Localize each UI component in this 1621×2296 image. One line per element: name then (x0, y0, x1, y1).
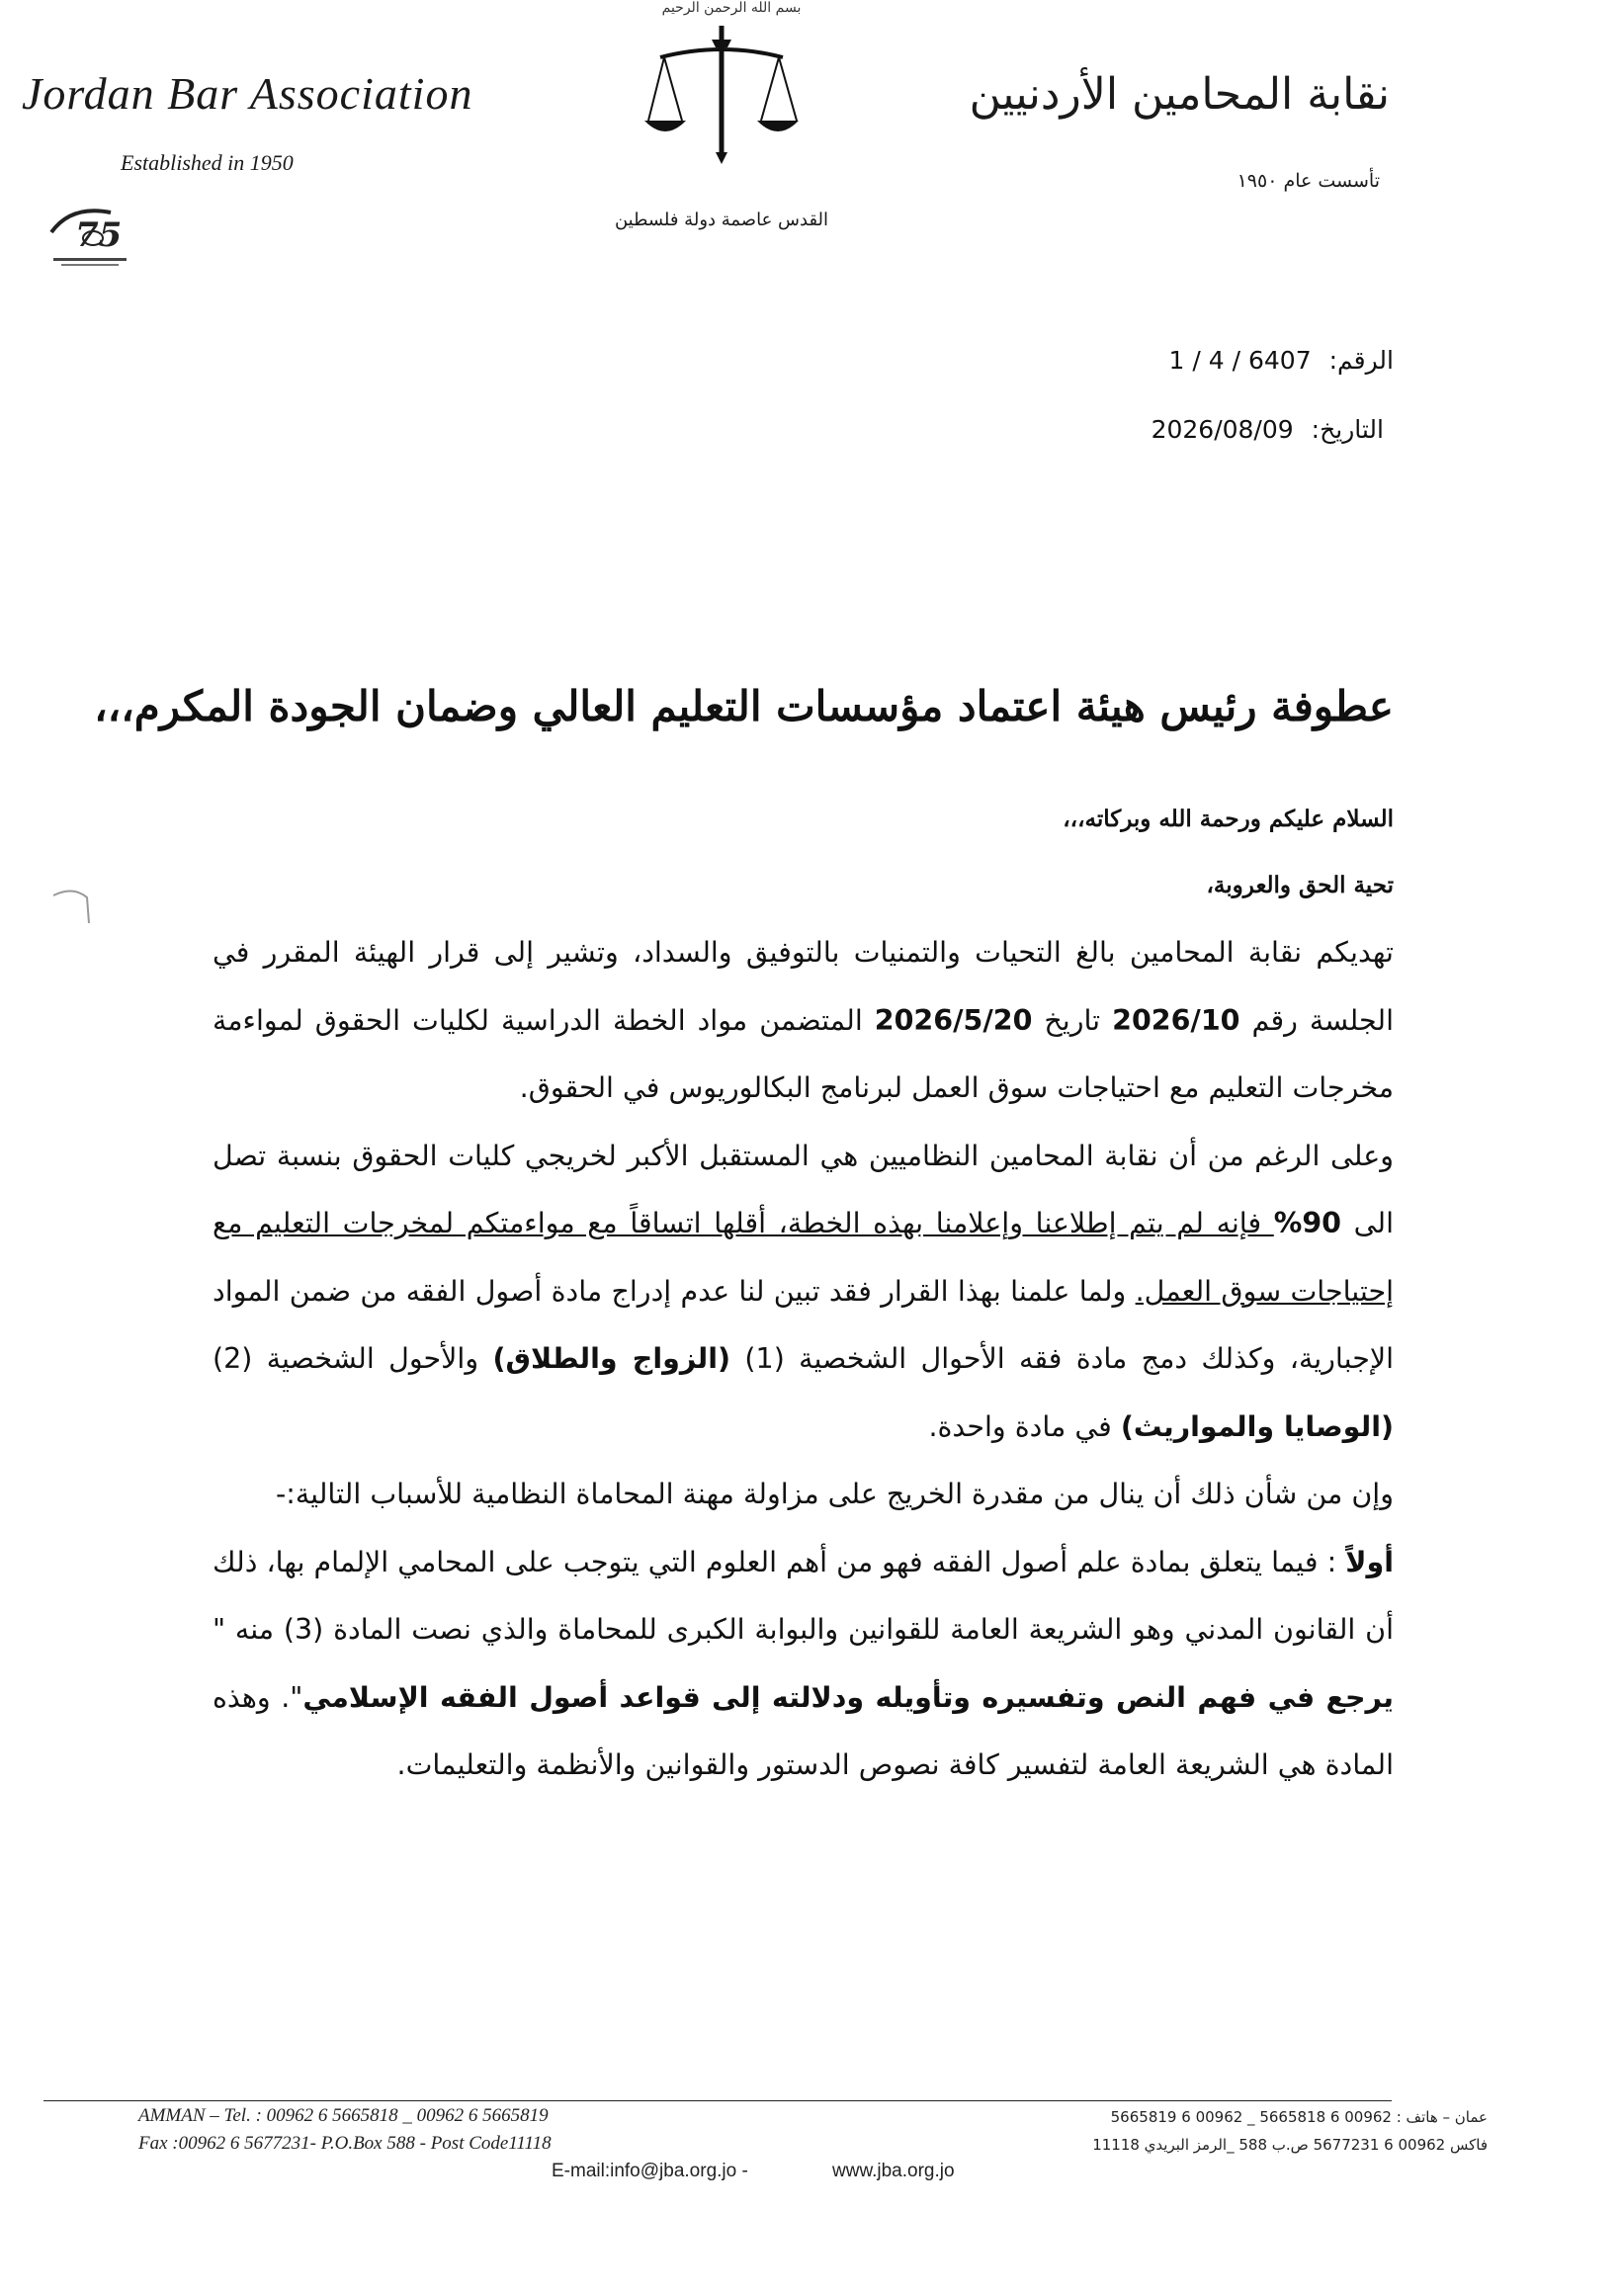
english-association-name: Jordan Bar Association (22, 68, 473, 119)
reference-date-value: 2026/08/09 (1151, 415, 1294, 444)
course-marriage-divorce: (الزواج والطلاق) (492, 1342, 731, 1375)
reference-date (1152, 415, 1384, 444)
footer-divider (43, 2100, 1392, 2101)
english-established-line: Established in 1950 (121, 150, 294, 175)
body-paragraph-2: وعلى الرغم من أن نقابة المحامين النظاميين هي المستقبل الأكبر لخريجي كليات الحقوق بنسبة تصل الى 90% فإنه لم يتم إطلاعنا وإعلامنا بهذه الخطة، أقلها اتساقاً مع مواءمتكم لمخرجات التعليم مع إحتياجات سوق العمل. ولما علمنا بهذا القرار فقد تبين لنا عدم إدراج مادة أصول الفقه من ضمن المواد الإجبارية، وكذلك دمج مادة فقه الأحوال الشخصية (1) (الزواج والطلاق) والأحول الشخصية (2) (الوصايا والمواريث) في مادة واحدة. (213, 1139, 1394, 1443)
reference-number-value: 1 / 4 / 6407 (1168, 346, 1312, 375)
anniversary-logo (42, 203, 136, 270)
reference-date-label: التاريخ: (1311, 415, 1384, 444)
footer-website: www.jba.org.jo (832, 2161, 955, 2181)
underlined-statement: فإنه لم يتم إطلاعنا وإعلامنا بهذه الخطة، أقلها اتساقاً مع مواءمتكم لمخرجات التعليم مع إحتياجات سوق العمل. (213, 1207, 1394, 1308)
session-date: 2026/5/20 (874, 1003, 1033, 1037)
footer-en-fax: Fax :00962 6 5677231- P.O.Box 588 - Post Code11118 (138, 2133, 552, 2154)
letterhead-motto: القدس عاصمة دولة فلسطين (614, 210, 829, 230)
addressee-heading: عطوفة رئيس هيئة اعتماد مؤسسات التعليم العالي وضمان الجودة المكرم،،، (94, 682, 1394, 730)
arabic-established-line: تأسست عام ١٩٥٠ (1237, 170, 1380, 192)
reference-number (1169, 346, 1394, 375)
arabic-association-name: نقابة المحامين الأردنيين (969, 69, 1390, 120)
greeting-tahiya: تحية الحق والعروبة، (1206, 872, 1394, 898)
scales-and-sword-emblem (642, 18, 801, 166)
point-first-label: أولاً (1345, 1545, 1394, 1578)
anniversary-number: 75 (75, 215, 123, 255)
session-number: 2026/10 (1112, 1003, 1240, 1037)
footer-ar-tel: عمان – هاتف : 00962 6 5665818 _ 00962 6 5665819 (1110, 2108, 1488, 2126)
course-wills-inheritance: (الوصايا والمواريث) (1120, 1409, 1394, 1443)
body-paragraph-1: تهديكم نقابة المحامين بالغ التحيات والتمنيات بالتوفيق والسداد، وتشير إلى قرار الهيئة المقرر في الجلسة رقم 2026/10 تاريخ 2026/5/20 المتضمن مواد الخطة الدراسية لكليات الحقوق لمواءمة مخرجات التعليم مع احتياجات سوق العمل لبرنامج البكالوريوس في الحقوق. (213, 936, 1394, 1104)
footer-ar-fax: فاكس 00962 6 5677231 ص.ب 588 _الرمز البريدي 11118 (1092, 2136, 1488, 2154)
body-paragraph-4: أولاً : فيما يتعلق بمادة علم أصول الفقه فهو من أهم العلوم التي يتوجب على المحامي الإلمام بها، ذلك أن القانون المدني وهو الشريعة العامة للقوانين والبوابة الكبرى للمحاماة والذي نصت المادة (3) منه " يرجع في فهم النص وتفسيره وتأويله ودلالته إلى قواعد أصول الفقه الإسلامي". وهذه المادة هي الشريعة العامة لتفسير كافة نصوص الدستور والقوانين والأنظمة والتعليمات. (213, 1545, 1394, 1781)
graduate-percentage: 90% (1273, 1207, 1341, 1239)
civil-law-quote: يرجع في فهم النص وتفسيره وتأويله ودلالته إلى قواعد أصول الفقه الإسلامي (302, 1680, 1394, 1714)
letter-body (213, 919, 1394, 1800)
letterhead-motto-top: بسم الله الرحمن الرحيم (661, 0, 802, 16)
footer-email: E-mail:info@jba.org.jo - (552, 2161, 748, 2181)
margin-punch-mark (47, 886, 93, 925)
reference-number-label: الرقم: (1328, 346, 1394, 375)
footer-en-tel: AMMAN – Tel. : 00962 6 5665818 _ 00962 6 5665819 (138, 2105, 549, 2126)
body-paragraph-3: وإن من شأن ذلك أن ينال من مقدرة الخريج على مزاولة مهنة المحاماة النظامية للأسباب التالية:- (275, 1478, 1394, 1510)
greeting-salam: السلام عليكم ورحمة الله وبركاته،،، (1063, 806, 1394, 832)
